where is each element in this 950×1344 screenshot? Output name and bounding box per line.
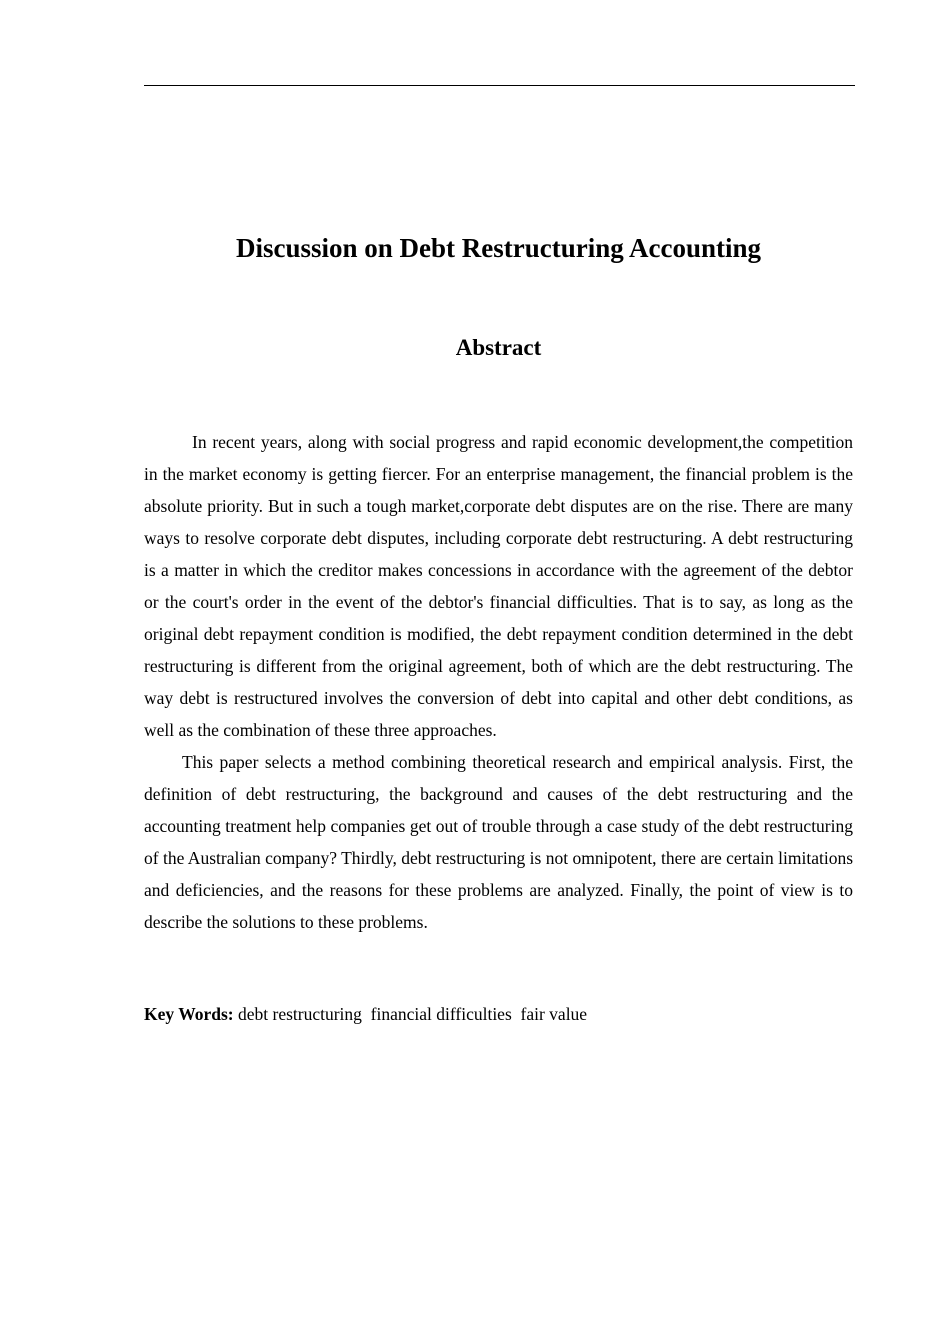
paper-title: Discussion on Debt Restructuring Accounting [235, 233, 762, 263]
header-rule [144, 85, 855, 86]
keywords-label: Key Words: [144, 1004, 234, 1024]
keyword-1: debt restructuring [238, 1004, 362, 1024]
abstract-heading: Abstract [455, 335, 542, 360]
abstract-body [144, 426, 853, 938]
keywords-line [144, 998, 853, 1030]
keyword-2: financial difficulties [370, 1004, 512, 1024]
abstract-paragraph-1: In recent years, along with social progress and rapid economic development,the competition in the market economy is getting fiercer. For an enterprise management, the financial problem is the absolute priority. But in such a tough market,corporate debt disputes are on the rise. There are many ways to resolve corporate debt disputes, including corporate debt restructuring. A debt restructuring is a matter in which the creditor makes concessions in accordance with the agreement of the debtor or the court's order in the event of the debtor's financial difficulties. That is to say, as long as the original debt repayment condition is modified, the debt repayment condition determined in the debt restructuring is different from the original agreement, both of which are the debt restructuring. The way debt is restructured involves the conversion of debt into capital and other debt conditions, as well as the combination of these three approaches. [144, 432, 853, 740]
abstract-paragraph-2: This paper selects a method combining theoretical research and empirical analysis. First, the definition of debt restructuring, the background and causes of the debt restructuring and the accounting treatment help companies get out of trouble through a case study of the debt restructuring of the Australian company? Thirdly, debt restructuring is not omnipotent, there are certain limitations and deficiencies, and the reasons for these problems are analyzed. Finally, the point of view is to describe the solutions to these problems. [144, 752, 853, 932]
keyword-3: fair value [520, 1004, 588, 1024]
